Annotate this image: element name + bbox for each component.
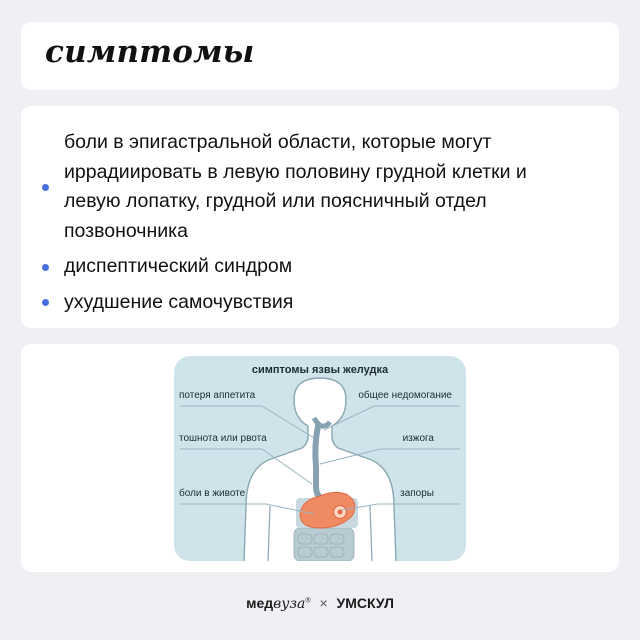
symptom-text: ухудшение самочувствия — [64, 290, 294, 313]
footer-brands — [0, 595, 640, 612]
symptom-text: диспептический синдром — [64, 255, 293, 277]
separator: × — [319, 595, 328, 611]
list-item — [21, 288, 619, 318]
bullet-icon — [42, 264, 49, 271]
page-title: симптомы — [45, 34, 255, 70]
list-item — [21, 128, 619, 246]
bullet-icon — [42, 184, 49, 191]
label-abdominal-pain: боли в животе — [179, 488, 246, 499]
illustration-title: симптомы язвы желудка — [251, 364, 389, 376]
symptom-list — [21, 128, 619, 323]
brand-medvuza-part1: мед — [246, 595, 274, 611]
brand-medvuza-part2: вуза — [273, 596, 306, 612]
label-malaise: общее недомогание — [358, 390, 452, 401]
label-heartburn: изжога — [402, 433, 434, 444]
title-card — [21, 22, 619, 90]
symptom-text: боли в эпигастральной области, которые могут иррадиировать в левую половину грудной клетки и левую лопатку, грудной или поясничный отдел позвоночника — [64, 131, 527, 242]
label-appetite-loss: потеря аппетита — [179, 390, 256, 401]
illustration-card — [21, 344, 619, 572]
registered-mark: ® — [305, 597, 311, 605]
list-item — [21, 252, 619, 282]
symptoms-card — [21, 106, 619, 328]
label-constipation: запоры — [400, 488, 434, 499]
brand-medvuza — [246, 595, 310, 611]
bullet-icon — [42, 299, 49, 306]
stomach-ulcer-illustration — [174, 356, 466, 561]
label-nausea: тошнота или рвота — [179, 433, 267, 444]
brand-umskul: УМСКУЛ — [336, 595, 394, 611]
body-figure-icon — [174, 356, 466, 561]
